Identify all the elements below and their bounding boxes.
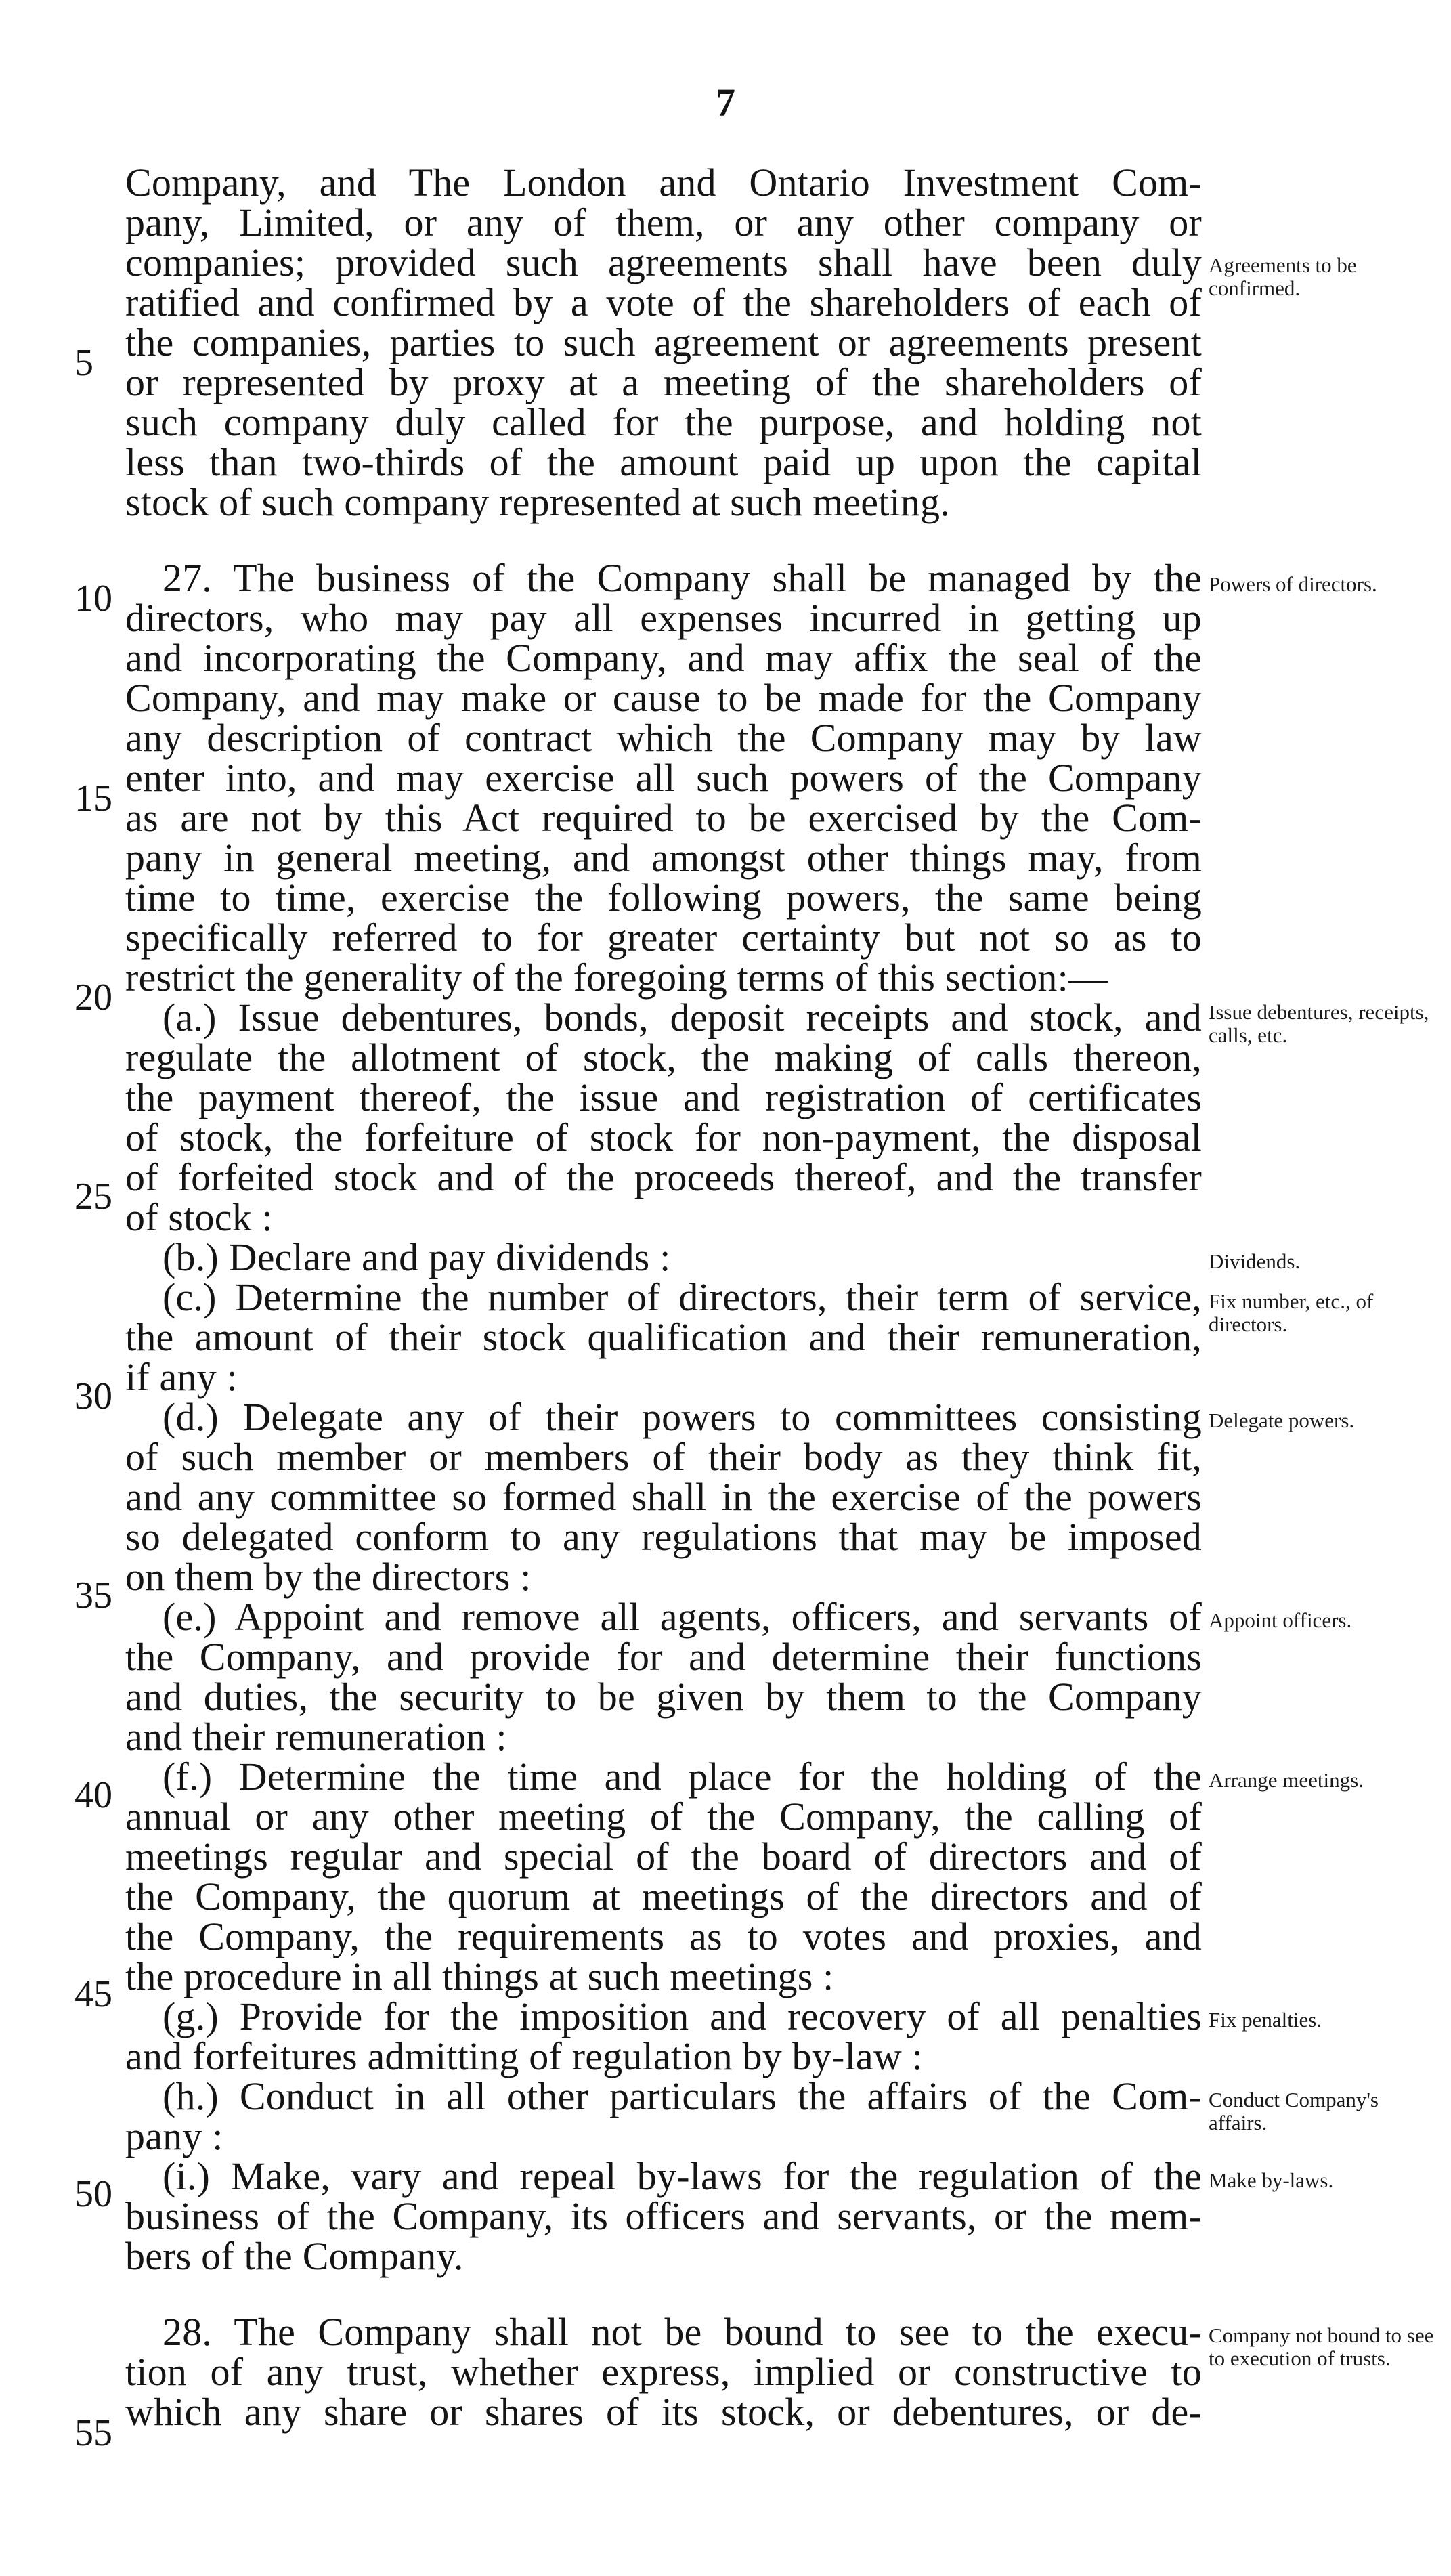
text-line: (g.) Provide for the imposition and recovery of all penalties bbox=[163, 1994, 1202, 2038]
margin-note: Fix number, etc., of directors. bbox=[1209, 1289, 1374, 1336]
text-line: pany, Limited, or any of them, or any other company or bbox=[125, 200, 1202, 244]
line-number: 55 bbox=[74, 2412, 112, 2454]
text-line: the Company, the quorum at meetings of the directors and of bbox=[125, 1874, 1202, 1918]
text-line: (c.) Determine the number of directors, their term of service, bbox=[163, 1275, 1202, 1319]
text-line: such company duly called for the purpose, and holding not bbox=[125, 400, 1202, 444]
text-line: annual or any other meeting of the Company, the calling of bbox=[125, 1795, 1202, 1839]
page-number: 7 bbox=[716, 81, 735, 125]
text-line: of stock : bbox=[125, 1195, 273, 1239]
margin-note: Delegate powers. bbox=[1209, 1409, 1355, 1432]
text-line: (e.) Appoint and remove all agents, officers, and servants of bbox=[163, 1595, 1202, 1639]
text-line: or represented by proxy at a meeting of the shareholders of bbox=[125, 360, 1202, 404]
text-line: enter into, and may exercise all such powers of the Company bbox=[125, 756, 1202, 800]
margin-note: Make by-laws. bbox=[1209, 2168, 1334, 2192]
text-line: stock of such company represented at such meeting. bbox=[125, 480, 950, 524]
text-line: meetings regular and special of the board of directors and of bbox=[125, 1834, 1202, 1879]
text-line: (h.) Conduct in all other particulars the affairs of the Com- bbox=[163, 2074, 1202, 2118]
text-line: (b.) Declare and pay dividends : bbox=[163, 1235, 671, 1279]
text-line: bers of the Company. bbox=[125, 2234, 464, 2278]
text-line: the amount of their stock qualification and their remuneration, bbox=[125, 1315, 1202, 1359]
margin-note: Company not bound to see to execution of trusts. bbox=[1209, 2323, 1434, 2370]
text-line: ratified and confirmed by a vote of the shareholders of each of bbox=[125, 280, 1202, 324]
text-line: the Company, and provide for and determine their functions bbox=[125, 1635, 1202, 1679]
line-number: 20 bbox=[74, 976, 112, 1018]
line-number: 25 bbox=[74, 1176, 112, 1218]
text-line: Company, and The London and Ontario Investment Com- bbox=[125, 160, 1202, 205]
margin-note: Agreements to be confirmed. bbox=[1209, 253, 1357, 300]
margin-note: Dividends. bbox=[1209, 1249, 1301, 1273]
text-line: which any share or shares of its stock, or debentures, or de- bbox=[125, 2390, 1202, 2434]
text-line: and incorporating the Company, and may affix the seal of the bbox=[125, 636, 1202, 680]
text-line: on them by the directors : bbox=[125, 1555, 532, 1599]
text-line: and their remuneration : bbox=[125, 1715, 507, 1759]
text-line: (d.) Delegate any of their powers to committees consisting bbox=[163, 1395, 1202, 1439]
line-number: 15 bbox=[74, 777, 112, 819]
text-line: the payment thereof, the issue and registration of certificates bbox=[125, 1075, 1202, 1119]
text-line: 27. The business of the Company shall be managed by the bbox=[163, 556, 1202, 600]
text-line: less than two-thirds of the amount paid up upon the capital bbox=[125, 440, 1202, 484]
text-line: pany : bbox=[125, 2114, 223, 2158]
text-line: and any committee so formed shall in the exercise of the powers bbox=[125, 1475, 1202, 1519]
text-line: of such member or members of their body as they think fit, bbox=[125, 1435, 1202, 1479]
text-line: pany in general meeting, and amongst other things may, from bbox=[125, 836, 1202, 880]
text-line: of stock, the forfeiture of stock for non-payment, the disposal bbox=[125, 1115, 1202, 1159]
line-number: 40 bbox=[74, 1774, 112, 1816]
text-line: and forfeitures admitting of regulation by by-law : bbox=[125, 2034, 923, 2078]
text-line: time to time, exercise the following powers, the same being bbox=[125, 876, 1202, 920]
text-line: the Company, the requirements as to votes and proxies, and bbox=[125, 1914, 1202, 1958]
line-number: 10 bbox=[74, 578, 112, 620]
line-number: 5 bbox=[74, 342, 93, 384]
text-line: directors, who may pay all expenses incurred in getting up bbox=[125, 596, 1202, 640]
text-line: of forfeited stock and of the proceeds thereof, and the transfer bbox=[125, 1155, 1202, 1199]
text-line: restrict the generality of the foregoing terms of this section:— bbox=[125, 956, 1108, 1000]
line-number: 35 bbox=[74, 1574, 112, 1616]
text-line: any description of contract which the Company may by law bbox=[125, 716, 1202, 760]
text-line: tion of any trust, whether express, implied or constructive to bbox=[125, 2350, 1202, 2394]
text-line: (f.) Determine the time and place for the holding of the bbox=[163, 1755, 1202, 1799]
text-line: the companies, parties to such agreement or agreements present bbox=[125, 320, 1202, 364]
text-line: business of the Company, its officers and servants, or the mem- bbox=[125, 2194, 1202, 2238]
text-line: so delegated conform to any regulations that may be imposed bbox=[125, 1515, 1202, 1559]
margin-note: Fix penalties. bbox=[1209, 2008, 1322, 2032]
margin-note: Powers of directors. bbox=[1209, 572, 1377, 596]
text-line: Company, and may make or cause to be made for the Company bbox=[125, 676, 1202, 720]
text-line: the procedure in all things at such meetings : bbox=[125, 1954, 834, 1998]
margin-note: Arrange meetings. bbox=[1209, 1768, 1364, 1792]
text-line: specifically referred to for greater certainty but not so as to bbox=[125, 916, 1202, 960]
text-line: (a.) Issue debentures, bonds, deposit receipts and stock, and bbox=[163, 995, 1202, 1039]
line-number: 50 bbox=[74, 2173, 112, 2215]
text-line: regulate the allotment of stock, the making of calls thereon, bbox=[125, 1035, 1202, 1079]
text-line: 28. The Company shall not be bound to see to the execu- bbox=[163, 2310, 1202, 2354]
text-line: as are not by this Act required to be exercised by the Com- bbox=[125, 796, 1202, 840]
text-line: companies; provided such agreements shall have been duly bbox=[125, 240, 1202, 284]
text-line: if any : bbox=[125, 1355, 238, 1399]
margin-note: Conduct Company's affairs. bbox=[1209, 2088, 1379, 2134]
margin-note: Appoint officers. bbox=[1209, 1608, 1352, 1632]
margin-note: Issue debentures, receipts, calls, etc. bbox=[1209, 1000, 1429, 1047]
line-number: 45 bbox=[74, 1973, 112, 2015]
text-line: and duties, the security to be given by them to the Company bbox=[125, 1675, 1202, 1719]
text-line: (i.) Make, vary and repeal by-laws for the regulation of the bbox=[163, 2154, 1202, 2198]
line-number: 30 bbox=[74, 1375, 112, 1417]
